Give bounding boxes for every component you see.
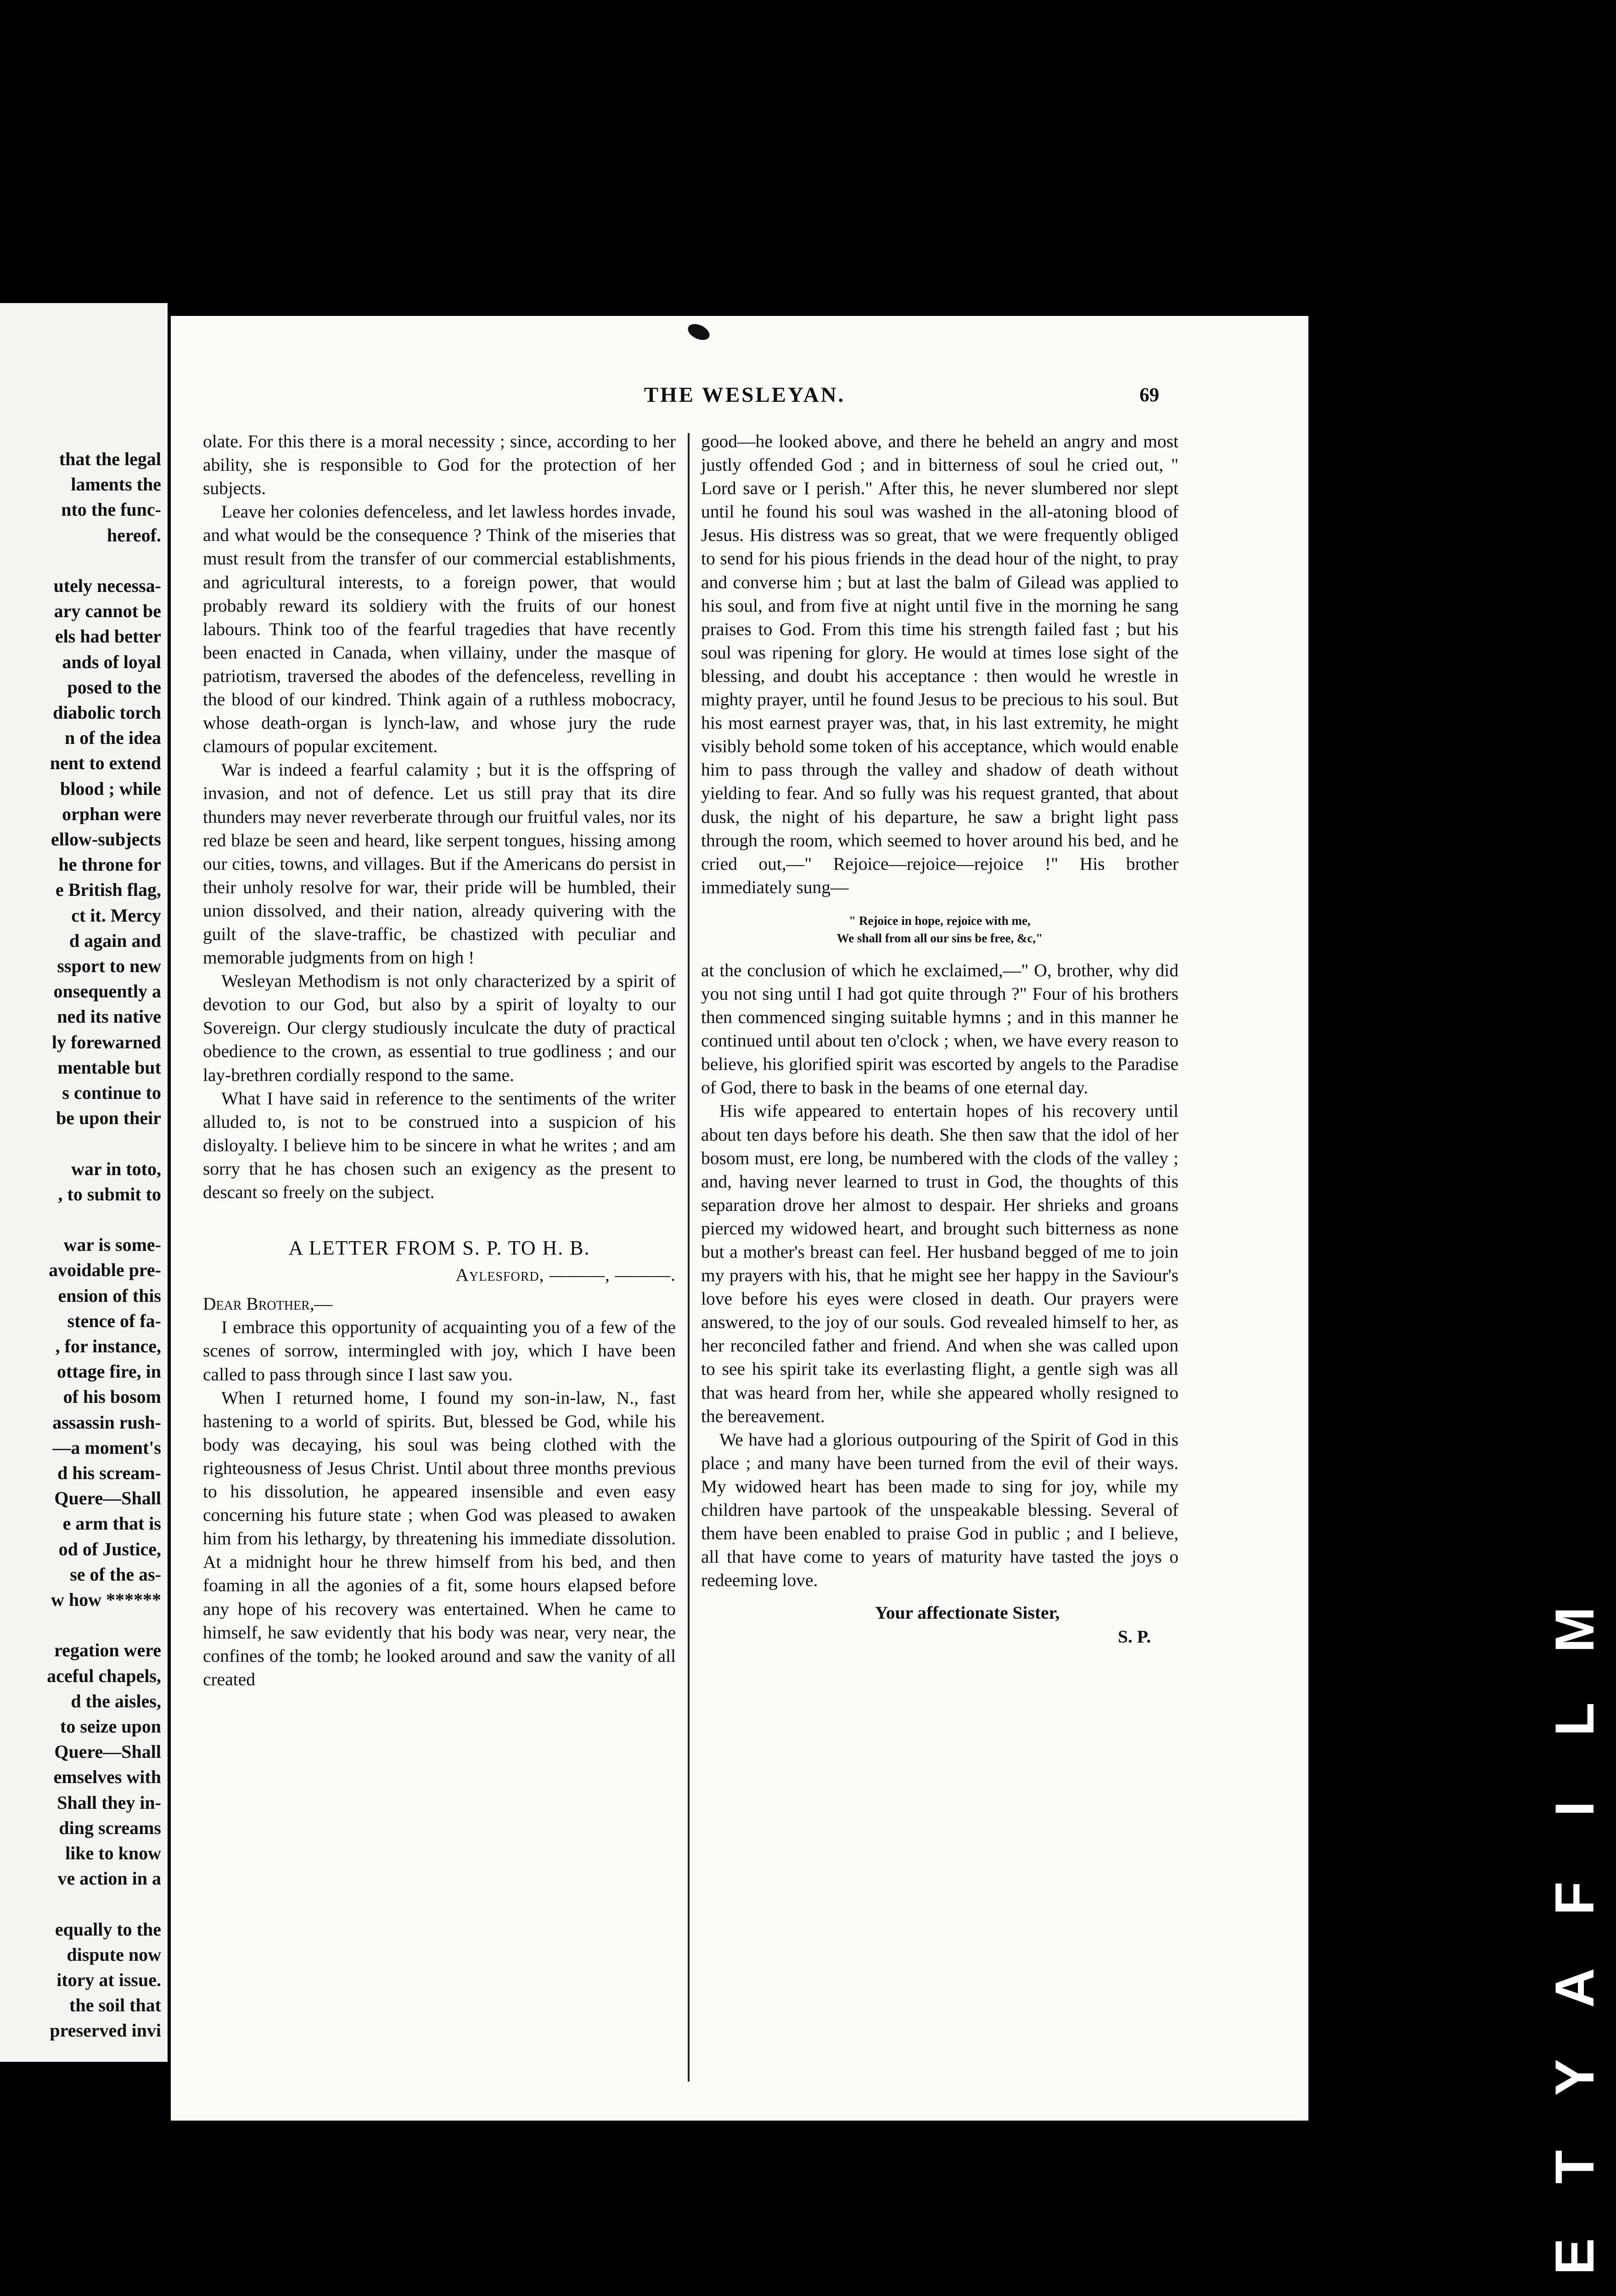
adjacent-page-line: d his scream- — [57, 1463, 161, 1483]
adjacent-page-line: Quere—Shall — [54, 1488, 161, 1509]
adjacent-page-line: els had better — [55, 626, 161, 647]
newspaper-page — [171, 316, 1308, 2121]
article-paragraph: What I have said in reference to the sentiments of the writer alluded to, is not to be construed into a suspicion of his disloyalty. I believe him to be sincere in what he writes ; and am sorry that he has chosen such an exigency as the present to descant so freely on the subject. — [203, 1088, 676, 1202]
adjacent-page-line: utely necessa- — [53, 575, 161, 596]
adjacent-page-line: , for instance, — [55, 1336, 161, 1356]
adjacent-page-line: aceful chapels, — [47, 1665, 161, 1686]
adjacent-page-line: ands of loyal — [62, 651, 161, 672]
adjacent-page-line: n of the idea — [65, 727, 161, 748]
adjacent-page-line: that the legal — [59, 449, 161, 469]
page-title: THE WESLEYAN. — [644, 383, 846, 407]
adjacent-page-line: to seize upon — [60, 1716, 161, 1737]
adjacent-page-line: diabolic torch — [53, 702, 161, 723]
adjacent-page-line: he throne for — [58, 854, 161, 875]
adjacent-page-line: nto the func- — [61, 499, 161, 520]
microfilm-edge-label — [1545, 1598, 1605, 2296]
adjacent-page-line: stence of fa- — [67, 1310, 161, 1331]
adjacent-page-line: Shall they in- — [57, 1792, 161, 1813]
verse-line: " Rejoice in hope, rejoice with me, — [849, 913, 1031, 928]
adjacent-page-line: —a moment's — [52, 1437, 161, 1458]
page-number: 69 — [1139, 384, 1159, 406]
adjacent-page-line: the soil that — [69, 1995, 161, 2016]
adjacent-page-line: hereof. — [107, 524, 161, 546]
adjacent-page-line: itory at issue. — [56, 1970, 161, 1990]
letter-continuation-after-verse — [701, 959, 1178, 1593]
article-paragraph: Wesleyan Methodism is not only characterized by a spirit of devotion to our God, but also by a spirit of loyalty to our Sovereign. Our clergy studiously inculcate the duty of practical obedience to the crown, as essential to true godliness ; and our lay-brethren cordially respond to the same. — [203, 971, 676, 1085]
letter-continuation — [701, 430, 1178, 899]
film-edge-letter: I — [1544, 1801, 1605, 1817]
adjacent-page-line: ly forewarned — [51, 1031, 161, 1052]
letter-paragraph: I embrace this opportunity of acquainting you of a few of the scenes of sorrow, intermingled with joy, which I have been called to pass through since I last saw you. — [203, 1317, 676, 1384]
adjacent-page-line: ct it. Mercy — [71, 905, 161, 926]
adjacent-page-line: e arm that is — [62, 1513, 161, 1534]
film-edge-letter: L — [1544, 1702, 1605, 1736]
adjacent-page-line: preserved invi — [50, 2020, 161, 2041]
film-edge-letter: M — [1544, 1607, 1605, 1653]
left-column — [203, 430, 676, 1691]
adjacent-page-line: war in toto, — [71, 1158, 161, 1179]
adjacent-page-line: s continue to — [62, 1082, 161, 1103]
adjacent-page-line: mentable but — [57, 1057, 161, 1078]
adjacent-page-line: laments the — [71, 474, 161, 495]
adjacent-page-line: emselves with — [53, 1767, 161, 1788]
right-column — [701, 430, 1178, 1649]
film-edge-letter: T — [1544, 2150, 1605, 2184]
adjacent-page-line: ve action in a — [57, 1868, 161, 1889]
adjacent-page-line: od of Justice, — [58, 1538, 161, 1559]
letter-salutation: Dear Brother,— — [203, 1294, 333, 1314]
ink-blot — [685, 321, 712, 343]
adjacent-page-fragment — [0, 303, 168, 2062]
article-paragraph: olate. For this there is a moral necessity ; since, according to her ability, she is responsible to God for the protection of her subjects. — [203, 431, 676, 499]
adjacent-page-line: be upon their — [56, 1108, 161, 1129]
adjacent-page-line: ssport to new — [57, 956, 161, 976]
letter-signoff: Your affectionate Sister, — [875, 1603, 1060, 1623]
adjacent-page-line: ottage fire, in — [57, 1361, 161, 1382]
letter-signature-initials: S. P. — [1117, 1626, 1151, 1647]
film-edge-letter: A — [1544, 1968, 1605, 2008]
adjacent-page-line: e British flag, — [56, 879, 161, 900]
letter-paragraph: When I returned home, I found my son-in-law, N., fast hastening to a world of spirits. But, blessed be God, while his body was decaying, his soul was being clothed with the righteousness of Jesus Christ. Until about three months previous to his dissolution, he appeared insensible and even easy concerning his future state ; when God was pleased to awaken him from his lethargy, by threatening his immediate dissolution. At a midnight hour he threw himself from his bed, and then foaming in all the agonies of a fit, some hours elapsed before any hope of his recovery was entertained. When he came to himself, he saw evidently that his body was near, very near, the confines of the tomb; he looked around and saw the vanity of all created — [203, 1387, 676, 1689]
adjacent-page-line: assassin rush- — [52, 1412, 161, 1433]
adjacent-page-line: avoidable pre- — [49, 1260, 161, 1281]
article-body — [203, 430, 676, 1204]
article-paragraph: War is indeed a fearful calamity ; but it is the offspring of invasion, and not of defence. Let us still pray that its dire thunders may never reverberate through our fruitful vales, nor its red blaze be seen and heard, like serpent tongues, hissing among our cities, towns, and villages. But if the Americans do persist in their unholy resolve for war, their pride will be humbled, their union dissolved, and their nation, already quivering with the guilt of the slave-traffic, be chastized with peculiar and memorable judgments from on high ! — [203, 760, 676, 968]
adjacent-page-line: d the aisles, — [71, 1690, 161, 1711]
letter-paragraph: His wife appeared to entertain hopes of his recovery until about ten days before his death. She then saw that the idol of her bosom must, ere long, be numbered with the clods of the valley ; and, having never learned to trust in God, the thoughts of this separation drove her almost to despair. Her shrieks and groans pierced my widowed heart, and brought such bitterness as none but a mother's breast can feel. Her husband begged of me to join my prayers with his, that he might see her happy in the Saviour's love before his eyes were closed in death. Our prayers were answered, to the joy of our souls. God revealed himself to her, as her reconciled father and friend. And when she was called upon to see his spirit take its everlasting flight, a gentle sigh was all that was heard from her, while she appeared wholly resigned to the bereavement. — [701, 1101, 1178, 1426]
letter-heading: A LETTER FROM S. P. TO H. B. — [288, 1237, 590, 1260]
letter-paragraph: We have had a glorious outpouring of the Spirit of God in this place ; and many have been turned from the evil of their ways. My widowed heart has been made to sing for joy, while my children have partook of the unspeakable blessing. Several of them have been enabled to praise God in public ; and I believe, all that have come to years of maturity have tasted the joys o redeeming love. — [701, 1429, 1178, 1591]
adjacent-page-line: d again and — [69, 930, 161, 951]
adjacent-page-line: Quere—Shall — [54, 1741, 161, 1762]
adjacent-page-line: equally to the — [55, 1919, 161, 1940]
adjacent-page-line: , to submit to — [58, 1183, 161, 1204]
adjacent-page-line: war is some- — [63, 1234, 161, 1255]
film-edge-letter: F — [1544, 1881, 1605, 1915]
adjacent-page-line: ellow-subjects — [51, 829, 161, 850]
adjacent-page-line: ension of this — [58, 1285, 161, 1306]
adjacent-page-line: of his bosom — [63, 1386, 161, 1407]
adjacent-page-line: ding screams — [59, 1817, 161, 1838]
column-divider — [688, 433, 690, 2082]
adjacent-page-line: blood ; while — [60, 778, 161, 799]
hymn-verse — [701, 912, 1178, 947]
adjacent-page-line: onsequently a — [53, 981, 161, 1002]
adjacent-page-line: nent to extend — [50, 753, 161, 774]
adjacent-page-line: w how ****** — [50, 1589, 161, 1610]
article-paragraph: Leave her colonies defenceless, and let lawless hordes invade, and what would be the consequence ? Think of the miseries that must result from the transfer of our commercial establishments, and agricultural interests, to a foreign power, that would probably reward its soldiery with the fruits of our honest labours. Think too of the fearful tragedies that have recently been enacted in Canada, when villainy, under the masque of patriotism, traversed the abodes of the defenceless, revelling in the blood of our kindred. Think again of a ruthless mobocracy, whose death-organ is lynch-law, and whose jury the rude clamours of popular excitement. — [203, 501, 676, 757]
adjacent-page-line: dispute now — [67, 1944, 161, 1965]
adjacent-page-line: ary cannot be — [54, 601, 161, 622]
adjacent-page-line: orphan were — [62, 803, 161, 824]
letter-body — [203, 1316, 676, 1691]
film-edge-letter: Y — [1544, 2059, 1605, 2096]
adjacent-page-line: posed to the — [67, 676, 161, 698]
adjacent-page-line: ned its native — [57, 1006, 161, 1027]
letter-place-line: Aylesford, ———, ———. — [455, 1265, 676, 1285]
adjacent-page-line: regation were — [54, 1640, 161, 1661]
letter-paragraph: good—he looked above, and there he beheld an angry and most justly offended God ; and in bitterness of soul he cried out, " Lord save or I perish." After this, he never slumbered nor slept until he found his soul was washed in the all-atoning blood of Jesus. His distress was so great, that we were frequently obliged to send for his pious friends in the dead hour of the night, to pray and converse him ; but at last the balm of Gilead was applied to his soul, and from five at night until five in the morning he sang praises to God. From this time his strength failed fast ; but his soul was ripening for glory. He would at times lose sight of the blessing, and doubt his acceptance : then would he wrestle in mighty prayer, until he found Jesus to be precious to his soul. But his most earnest prayer was, that, in his last extremity, he might visibly behold some token of his acceptance, which would enable him to pass through the valley and shadow of death without yielding to fear. And so fully was his request granted, that about dusk, the night of his departure, he saw a bright light pass through the room, which seemed to hover around his bed, and he cried out,—" Rejoice—rejoice—rejoice !" His brother immediately sung— — [701, 431, 1178, 897]
film-edge-letter: E — [1544, 2238, 1605, 2275]
adjacent-page-line: se of the as- — [70, 1564, 161, 1585]
letter-paragraph: at the conclusion of which he exclaimed,—" O, brother, why did you not sing until I had got quite through ?" Four of his brothers then commenced singing suitable hymns ; and in this manner he continued until about ten o'clock ; when, we have every reason to believe, his glorified spirit was escorted by angels to the Paradise of God, there to bask in the beams of one eternal day. — [701, 960, 1178, 1098]
verse-line: We shall from all our sins be free, &c," — [836, 931, 1043, 945]
adjacent-page-line: like to know — [65, 1843, 161, 1863]
